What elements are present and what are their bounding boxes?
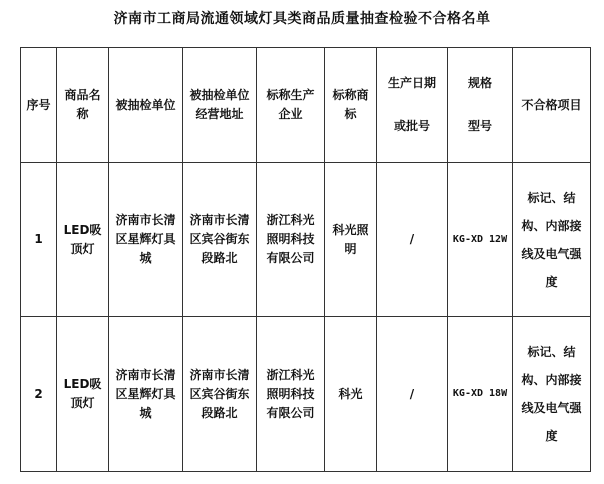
header-production-date bbox=[377, 48, 448, 163]
cell-brand: 科光照明 bbox=[325, 163, 377, 317]
cell-unit-address: 济南市长清区宾谷街东段路北 bbox=[183, 163, 257, 317]
header-brand: 标称商标 bbox=[325, 48, 377, 163]
cell-unit-address: 济南市长清区宾谷街东段路北 bbox=[183, 317, 257, 472]
cell-spec: KG-XD 18W bbox=[448, 317, 513, 472]
header-date-line1: 生产日期 bbox=[387, 76, 436, 90]
cell-manufacturer: 浙江科光照明科技有限公司 bbox=[257, 317, 325, 472]
header-row bbox=[21, 48, 591, 163]
header-product-name: 商品名称 bbox=[57, 48, 109, 163]
cell-seq: 2 bbox=[21, 317, 57, 472]
header-spec-line1: 规格 bbox=[467, 76, 492, 90]
cell-spec: KG-XD 12W bbox=[448, 163, 513, 317]
cell-seq: 1 bbox=[21, 163, 57, 317]
cell-product-name: LED吸顶灯 bbox=[57, 163, 109, 317]
cell-production-date: / bbox=[377, 163, 448, 317]
cell-sampled-unit: 济南市长清区星辉灯具城 bbox=[109, 317, 183, 472]
cell-production-date: / bbox=[377, 317, 448, 472]
cell-brand: 科光 bbox=[325, 317, 377, 472]
header-unit-address: 被抽检单位经营地址 bbox=[183, 48, 257, 163]
cell-failed-items: 标记、结构、内部接线及电气强度 bbox=[513, 317, 591, 472]
table-row bbox=[21, 317, 591, 472]
table-row bbox=[21, 163, 591, 317]
cell-manufacturer: 浙江科光照明科技有限公司 bbox=[257, 163, 325, 317]
cell-sampled-unit: 济南市长清区星辉灯具城 bbox=[109, 163, 183, 317]
cell-failed-items: 标记、结构、内部接线及电气强度 bbox=[513, 163, 591, 317]
header-date-line2: 或批号 bbox=[393, 119, 430, 133]
noncompliance-table bbox=[20, 47, 591, 472]
header-sampled-unit: 被抽检单位 bbox=[109, 48, 183, 163]
cell-product-name: LED吸顶灯 bbox=[57, 317, 109, 472]
header-failed-items: 不合格项目 bbox=[513, 48, 591, 163]
document-title: 济南市工商局流通领域灯具类商品质量抽查检验不合格名单 bbox=[113, 11, 491, 27]
header-seq: 序号 bbox=[21, 48, 57, 163]
header-spec-line2: 型号 bbox=[467, 119, 492, 133]
header-manufacturer: 标称生产企业 bbox=[257, 48, 325, 163]
header-spec bbox=[448, 48, 513, 163]
